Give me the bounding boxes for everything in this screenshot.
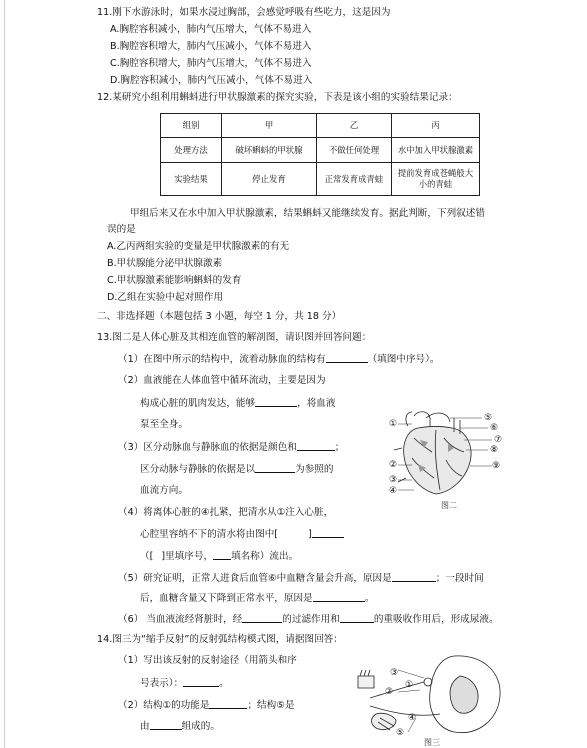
q13-part1-text: （1）在图中所示的结构中，流着动脉血的结构有 <box>118 354 326 365</box>
answer-blank[interactable] <box>313 591 365 602</box>
q13-part2-line3: 泵至全身。 <box>140 419 188 430</box>
q14-part1-line1: （1）写出该反射的反射途径（用箭头和序 <box>118 655 297 666</box>
q14-stem: 14.图三为“缩手反射”的反射弧结构模式图，请据图回答： <box>97 634 343 645</box>
page-edge <box>4 0 5 748</box>
table-header-jia: 甲 <box>222 114 317 138</box>
answer-blank[interactable] <box>209 698 247 709</box>
heart-label-6: ⑥ <box>490 423 499 433</box>
q14-part2-line2 <box>140 719 220 733</box>
heart-label-2: ② <box>389 460 398 470</box>
answer-blank[interactable] <box>255 462 295 473</box>
reflex-label-3: ③ <box>390 668 399 678</box>
reflex-arc-diagram <box>350 652 510 740</box>
q13-part4-text: 心腔里容纳不下的清水将由图中[ <box>140 529 279 540</box>
answer-blank[interactable] <box>326 352 368 363</box>
q14-part2-text4: 组成的。 <box>181 721 220 732</box>
table-cell-method-bing: 水中加入甲状腺激素 <box>392 138 480 163</box>
q12-result-table <box>160 113 480 196</box>
q12-stem: 12.某研究小组利用蝌蚪进行甲状腺激素的探究实验，下表是该小组的实验结果记录： <box>97 92 458 103</box>
q13-part3-line1 <box>118 440 344 454</box>
q11-option-a: A.胸腔容积减小，肺内气压增大，气体不易进入 <box>110 24 312 35</box>
table-row-result-label: 实验结果 <box>161 163 222 196</box>
table-header-bing: 丙 <box>392 114 480 138</box>
q13-part4-bracket: ] <box>308 529 312 540</box>
q13-part1 <box>118 352 440 366</box>
effector-muscle <box>372 713 397 729</box>
reflex-label-2: ② <box>385 687 394 697</box>
q13-part4-line1: （4）将离体心脏的④扎紧，把清水从①注入心脏， <box>118 507 334 518</box>
q13-part4-line3 <box>140 549 298 563</box>
answer-blank[interactable] <box>242 612 282 623</box>
q13-part5-text2: ；一段时间 <box>435 573 484 584</box>
q13-part5-text: （5）研究证明，正常人进食后血管⑥中血糖含量会升高，原因是 <box>118 573 392 584</box>
answer-blank[interactable] <box>255 396 297 407</box>
q13-part3-line3: 血流方向。 <box>140 485 188 496</box>
heart-label-5: ⑤ <box>484 413 493 423</box>
answer-blank[interactable] <box>297 440 335 451</box>
answer-blank[interactable] <box>213 549 231 560</box>
q13-part2-line1: （2）血液能在人体血管中循环流动，主要是因为 <box>118 375 326 386</box>
q13-part3-text3: 为参照的 <box>295 464 334 475</box>
reflex-label-4: ④ <box>408 713 417 723</box>
q12-paragraph: 甲组后来又在水中加入甲状腺激素，结果蝌蚪又能继续发育。据此判断，下列叙述错 <box>130 208 485 219</box>
answer-blank[interactable] <box>183 676 219 687</box>
q12-paragraph-end: 误的是 <box>107 224 136 235</box>
q13-part6-text: （6） 当血液流经肾脏时，经 <box>118 614 243 625</box>
q13-part4-text3: 填名称）流出。 <box>231 551 299 562</box>
q13-part2-line2 <box>140 396 336 410</box>
heart-label-7: ⑦ <box>494 435 503 445</box>
q13-part6 <box>118 612 499 626</box>
q13-part4-line2 <box>140 527 344 541</box>
figure-3-caption: 图三 <box>424 738 440 747</box>
answer-blank[interactable] <box>340 612 374 623</box>
heart-label-1: ① <box>389 419 398 429</box>
q12-option-a: A.乙丙两组实验的变量是甲状腺激素的有无 <box>107 241 290 252</box>
table-cell-method-yi: 不做任何处理 <box>317 138 392 163</box>
q11-option-c: C.胸腔容积增大，肺内气压增大，气体不易进入 <box>110 58 312 69</box>
q13-part5-end: 。 <box>364 593 375 604</box>
q14-part2-line1 <box>118 698 294 712</box>
heart-label-3: ③ <box>389 475 398 485</box>
q14-part2-text: （2）结构①的功能是 <box>118 700 210 711</box>
answer-blank[interactable] <box>150 719 182 730</box>
q13-part4-open: （[ <box>140 551 154 562</box>
table-row-method-label: 处理方法 <box>161 138 222 163</box>
answer-blank[interactable] <box>312 527 344 538</box>
table-cell-result-bing: 提前发育成苍蝇般大小的青蛙 <box>392 163 480 196</box>
receptor <box>358 676 374 688</box>
figure-2-caption: 图二 <box>441 501 457 510</box>
q13-part4-text2: ]里填序号， <box>161 551 214 562</box>
q14-part1-text: 号表示）： <box>140 678 184 689</box>
q13-part1-tail: （填图中序号）。 <box>367 354 440 365</box>
heart-label-8: ⑧ <box>490 445 499 455</box>
q13-part6-text2: 的过滤作用和 <box>282 614 340 625</box>
heart-label-9: ⑨ <box>492 461 501 471</box>
q11-option-d: D.胸腔容积减小，肺内气压减小，气体不易进入 <box>110 75 313 86</box>
q14-part2-text2: ；结构⑤是 <box>247 700 295 711</box>
q12-option-b: B.甲状腺能分泌甲状腺激素 <box>107 258 223 269</box>
q13-part6-text3: 的重吸收作用后，形成尿液。 <box>373 614 499 625</box>
q11-stem: 11.刚下水游泳时，如果水浸过胸部，会感觉呼吸有些吃力，这是因为 <box>97 7 391 18</box>
q14-part2-text3: 由 <box>140 721 150 732</box>
table-cell-method-jia: 破坏蝌蚪的甲状腺 <box>222 138 317 163</box>
q14-part1-end: 。 <box>219 678 229 689</box>
q12-option-d: D.乙组在实验中起对照作用 <box>107 292 223 303</box>
heart-label-4: ④ <box>389 486 398 496</box>
q13-part3-punct: ； <box>334 442 345 453</box>
q13-part2-mid: ，将血液 <box>297 398 336 409</box>
q13-part5-line2 <box>140 591 374 605</box>
q13-part5-text3: 后，血糖含量又下降到正常水平，原因是 <box>140 593 313 604</box>
q13-part5-line1 <box>118 571 484 585</box>
table-header-group: 组别 <box>161 114 222 138</box>
q12-option-c: C.甲状腺激素能影响蝌蚪的发育 <box>107 275 242 286</box>
reflex-label-5: ⑤ <box>396 728 405 738</box>
q11-option-b: B.胸腔容积增大，肺内气压减小，气体不易进入 <box>110 41 312 52</box>
q13-stem: 13.图二是人体心脏及其相连血管的解剖图，请识图并回答问题： <box>97 332 372 343</box>
reflex-label-1: ① <box>405 680 414 690</box>
answer-blank[interactable] <box>392 571 436 582</box>
table-cell-result-yi: 正常发育成青蛙 <box>317 163 392 196</box>
q13-part3-line2 <box>140 462 334 476</box>
table-cell-result-jia: 停止发育 <box>222 163 317 196</box>
q13-part3-text2: 区分动脉与静脉的依据是以 <box>140 464 256 475</box>
q13-part2-text: 构成心脏的肌肉发达，能够 <box>140 398 256 409</box>
table-header-yi: 乙 <box>317 114 392 138</box>
q14-part1-line2 <box>140 676 229 690</box>
q13-part3-text: （3）区分动脉血与静脉血的依据是颜色和 <box>118 442 297 453</box>
afferent-nerve <box>370 682 424 698</box>
section-heading: 二、非选择题（本题包括 3 小题，每空 1 分，共 18 分） <box>97 311 342 322</box>
